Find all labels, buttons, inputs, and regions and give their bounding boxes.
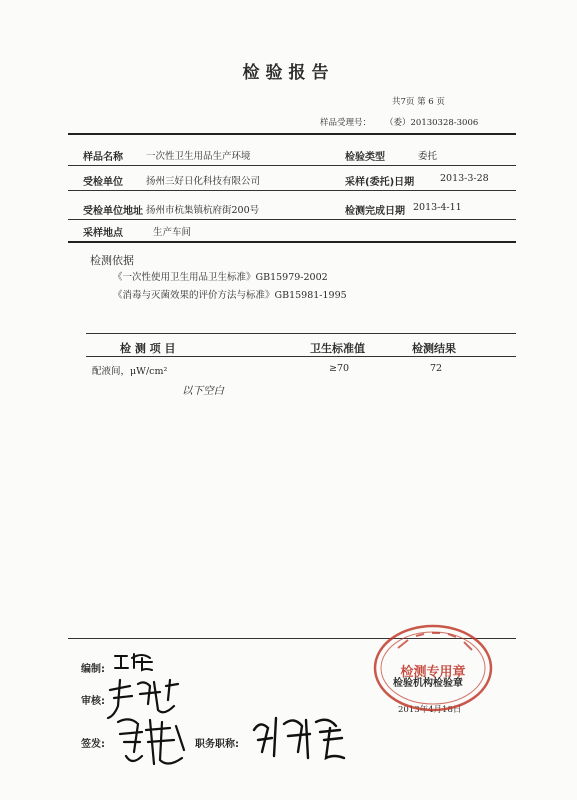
page-info: 共7页 第 6 页 bbox=[392, 97, 445, 107]
table-cell-item: 配液间，μW/cm² bbox=[92, 366, 168, 377]
basis-item-2: 《消毒与灭菌效果的评价方法与标准》GB15981-1995 bbox=[113, 290, 347, 301]
col-header-standard: 卫生标准值 bbox=[310, 342, 365, 355]
table-header-rule bbox=[86, 356, 516, 357]
issuer-label: 签发: bbox=[81, 739, 105, 750]
report-title: 检验报告 bbox=[242, 63, 335, 83]
seal-label: 检验机构检验章 bbox=[393, 678, 463, 689]
table-cell-result: 72 bbox=[430, 363, 443, 374]
client-label: 受检单位 bbox=[83, 177, 123, 188]
inspection-type-value: 委托 bbox=[418, 151, 438, 162]
client-value: 扬州三好日化科技有限公司 bbox=[146, 176, 261, 187]
sampling-place-value: 生产车间 bbox=[153, 227, 192, 238]
official-stamp bbox=[368, 618, 498, 718]
inspection-type-label: 检验类型 bbox=[345, 152, 385, 163]
compiler-signature bbox=[112, 650, 157, 672]
completion-date-label: 检测完成日期 bbox=[345, 206, 405, 217]
blank-note: 以下空白 bbox=[182, 385, 224, 397]
completion-date-value: 2013-4-11 bbox=[413, 202, 462, 213]
row-rule bbox=[68, 219, 516, 220]
position-signature bbox=[250, 712, 350, 762]
table-top-rule bbox=[86, 333, 516, 334]
position-label: 职务职称: bbox=[195, 739, 239, 750]
table-cell-standard: ≥70 bbox=[329, 363, 350, 374]
client-address-value: 扬州市杭集镇杭府街200号 bbox=[146, 205, 260, 216]
sample-name-value: 一次性卫生用品生产环境 bbox=[146, 151, 251, 162]
sample-number-label: 样品受理号： bbox=[320, 118, 372, 128]
sampling-date-label: 采样(委托)日期 bbox=[345, 177, 415, 188]
stamp-text: 检测专用章 bbox=[400, 665, 466, 680]
issue-date: 2013年4月18日 bbox=[398, 705, 462, 715]
compiler-label: 编制: bbox=[81, 664, 105, 675]
client-address-label: 受检单位地址 bbox=[83, 206, 143, 217]
col-header-result: 检测结果 bbox=[412, 342, 456, 355]
basis-item-1: 《一次性使用卫生用品卫生标准》GB15979-2002 bbox=[113, 272, 328, 283]
sampling-date-value: 2013-3-28 bbox=[440, 173, 489, 184]
reviewer-label: 审核: bbox=[81, 696, 105, 707]
row-rule bbox=[68, 190, 516, 191]
sample-name-label: 样品名称 bbox=[83, 152, 123, 163]
issuer-signature bbox=[112, 712, 192, 770]
col-header-item: 检 测 项 目 bbox=[120, 342, 176, 355]
info-bottom-rule bbox=[68, 241, 516, 243]
sample-number-value: （委）20130328-3006 bbox=[385, 118, 479, 128]
basis-heading: 检测依据 bbox=[90, 254, 134, 267]
sampling-place-label: 采样地点 bbox=[83, 228, 123, 239]
top-rule bbox=[68, 133, 516, 135]
row-rule bbox=[68, 165, 516, 166]
